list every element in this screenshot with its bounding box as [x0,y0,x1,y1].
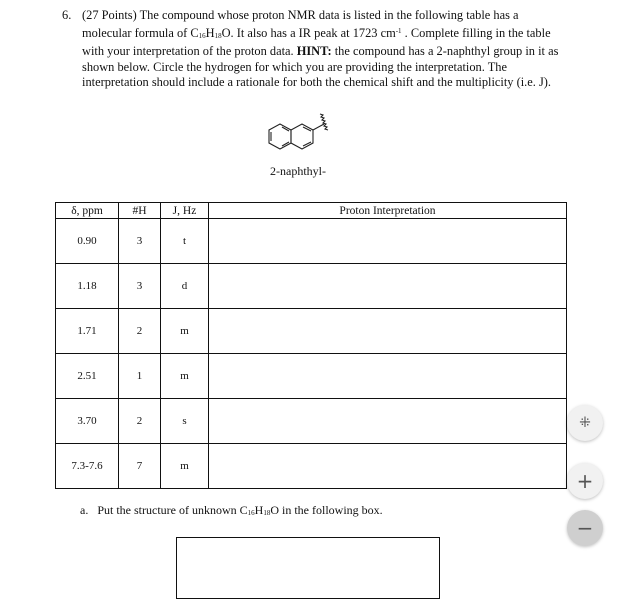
header-interpretation: Proton Interpretation [209,203,567,219]
cell-nh: 2 [119,399,161,444]
cell-interpretation[interactable] [209,354,567,399]
table-row [56,219,567,264]
text: Put the structure of unknown C [97,503,248,517]
cell-nh: 3 [119,264,161,309]
header-shift: δ, ppm [56,203,119,219]
header-j: J, Hz [161,203,209,219]
cell-interpretation[interactable] [209,309,567,354]
question-number: 6. [62,8,72,22]
text: H [205,25,215,40]
zoom-in-button[interactable] [567,463,603,499]
table-row [56,354,567,399]
table-row [56,264,567,309]
cell-nh: 3 [119,219,161,264]
cell-j: t [161,219,209,264]
points: (27 Points) [82,8,137,22]
cell-shift: 3.70 [56,399,119,444]
sub: 18 [214,31,222,40]
text: O. It also has a IR peak at 1723 cm [221,25,396,40]
cell-nh: 1 [119,354,161,399]
cell-shift: 1.71 [56,309,119,354]
part-label: a. [80,503,89,517]
collapse-button[interactable] [567,405,603,441]
sub: 16 [198,31,206,40]
header-nh: #H [119,203,161,219]
table-row [56,309,567,354]
table-row [56,399,567,444]
text: H [254,503,264,517]
minus-icon: − [576,516,594,540]
cell-nh: 7 [119,444,161,489]
cell-j: m [161,444,209,489]
collapse-icon: ⁜ [579,415,591,431]
sub: 16 [247,509,255,517]
plus-icon: + [576,469,594,493]
text: O in the following box. [270,503,383,517]
zoom-out-button[interactable] [567,510,603,546]
cell-shift: 0.90 [56,219,119,264]
naphthyl-structure [262,110,342,162]
cell-j: m [161,354,209,399]
part-a [80,503,383,518]
text: the compound has a 2-naphthyl group in it as shown below. Circle the hydrogen for which you are providing the interpretation. The interpretation should include a rationale for both the chemical shift and the multiplicity (i.e. J). [82,44,559,90]
figure-caption: 2-naphthyl- [270,164,326,178]
cell-shift: 2.51 [56,354,119,399]
cell-nh: 2 [119,309,161,354]
nmr-table [55,202,567,489]
cell-j: d [161,264,209,309]
cell-interpretation[interactable] [209,264,567,309]
answer-box[interactable] [176,537,440,599]
question-text [62,8,562,91]
cell-interpretation[interactable] [209,444,567,489]
cell-shift: 7.3-7.6 [56,444,119,489]
sub: 18 [263,509,271,517]
cell-interpretation[interactable] [209,219,567,264]
text: The compound whose proton NMR data is listed in the following table has a molecular formula of C [82,8,519,40]
text: . Complete filling in the table with your interpretation of the proton data. [82,25,551,59]
cell-shift: 1.18 [56,264,119,309]
cell-j: m [161,309,209,354]
sup: -1 [395,26,402,35]
hint-label: HINT: [296,44,332,59]
cell-interpretation[interactable] [209,399,567,444]
cell-j: s [161,399,209,444]
table-row [56,444,567,489]
